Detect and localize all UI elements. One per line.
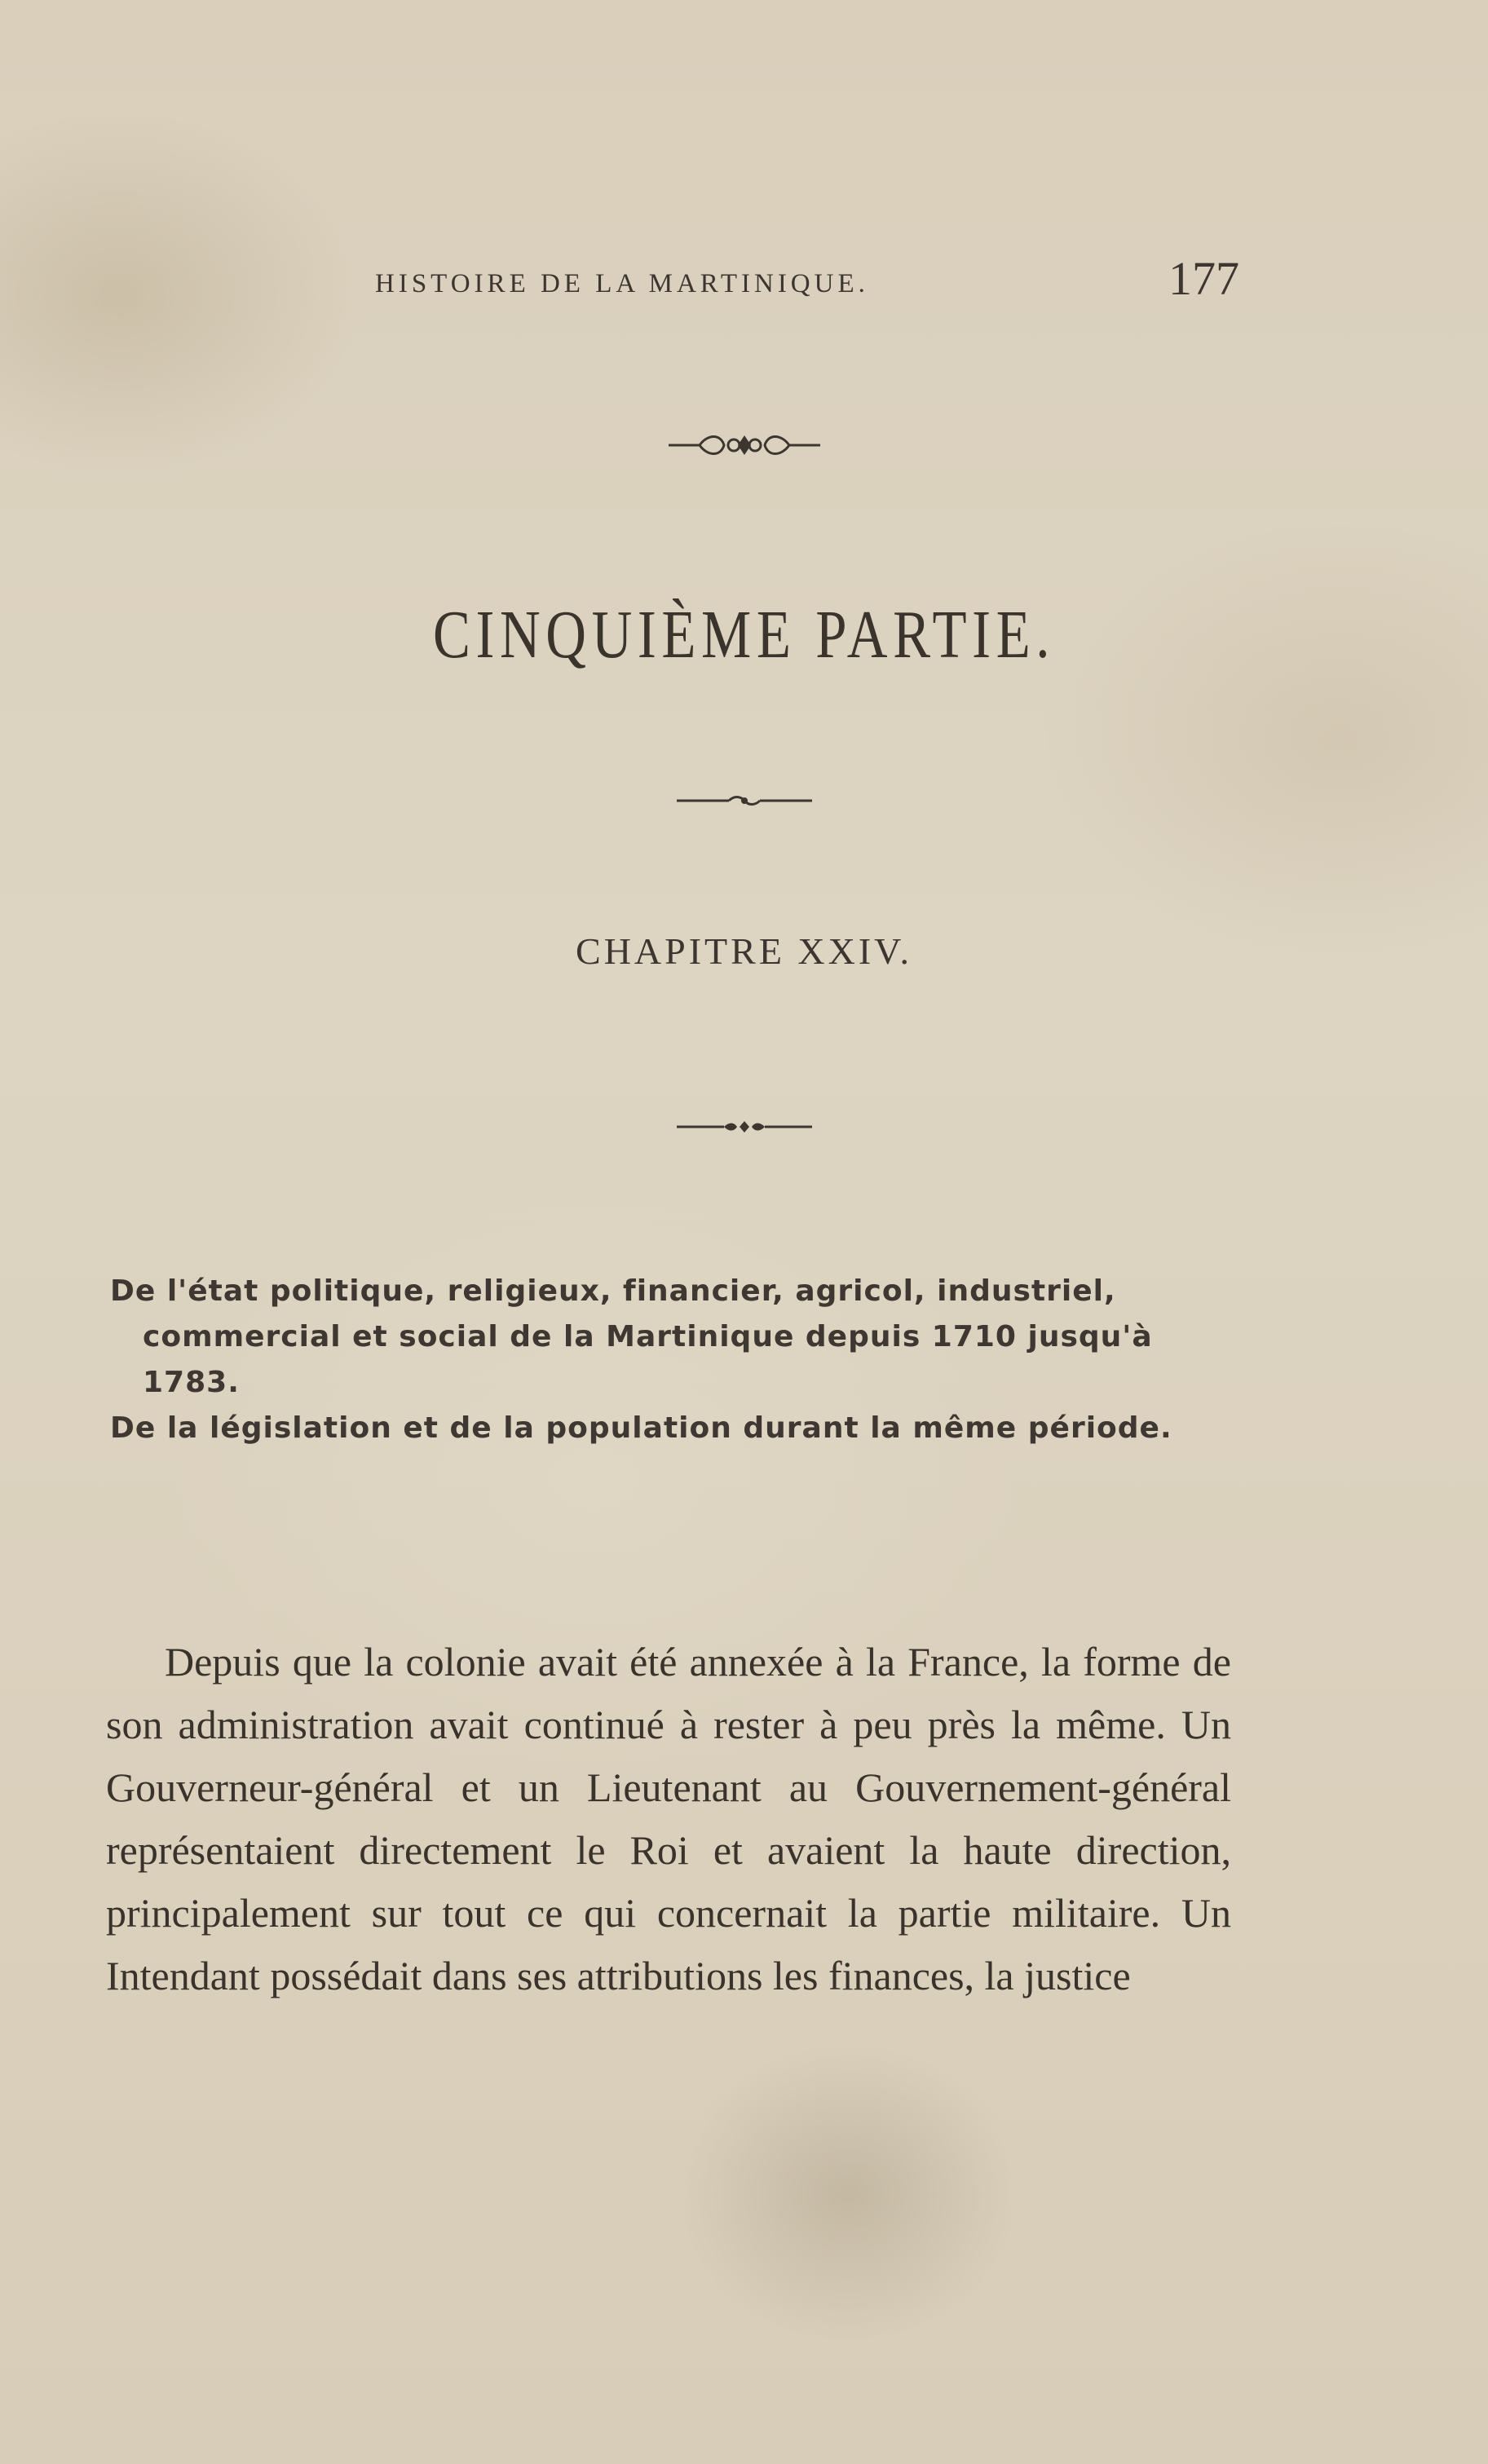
chapter-summary	[110, 1269, 1219, 1451]
paragraph: Depuis que la colonie avait été annexée à la France, la forme de son administration avait continué à rester à peu près la même. Un Gouverneur-général et un Lieutenant au Gouvernement-général représentaient directement le Roi et avaient la haute direction, principalement sur tout ce qui concernait la partie militaire. Un Intendant possédait dans ses attributions les finances, la justice	[106, 1639, 1231, 1998]
running-title: HISTOIRE DE LA MARTINIQUE.	[375, 269, 869, 298]
summary-line: De la législation et de la population durant la même période.	[110, 1411, 1172, 1445]
page-number: 177	[1168, 252, 1239, 305]
fleuron-icon	[667, 431, 822, 460]
body-text	[106, 1631, 1231, 2007]
ornament-rule-2	[0, 1119, 1488, 1135]
chapter-title: CHAPITRE XXIV.	[576, 930, 912, 972]
part-title: CINQUIÈME PARTIE.	[432, 597, 1056, 673]
divider-icon	[675, 1119, 814, 1135]
summary-line: De l'état politique, religieux, financier, agricol, industriel, commercial et social de la Martinique depuis 1710 jusqu'à 1783.	[110, 1274, 1153, 1399]
ornament-rule-1	[0, 793, 1488, 809]
ornament-top	[0, 431, 1488, 460]
divider-icon	[675, 793, 814, 809]
running-head	[375, 251, 1239, 305]
